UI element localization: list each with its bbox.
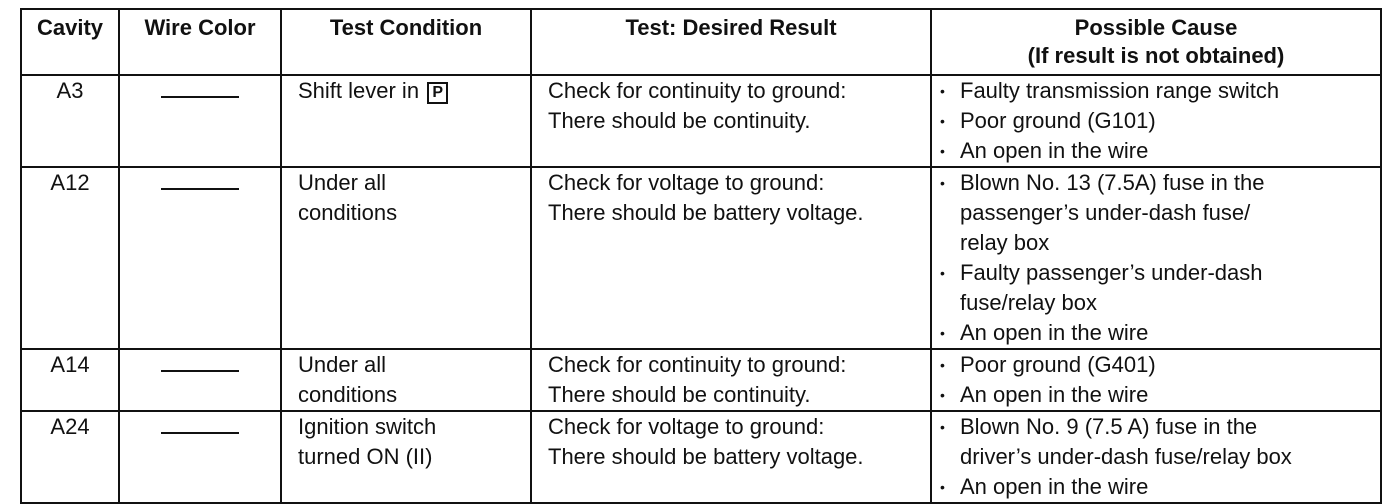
bullet-icon: • [940, 175, 945, 191]
possible-cause-line: fuse/relay box [960, 290, 1097, 315]
header-possible-cause-note: (If result is not obtained) [1027, 43, 1285, 68]
desired-result-line: Check for continuity to ground: [548, 78, 847, 103]
possible-cause-line: Blown No. 9 (7.5 A) fuse in the [960, 414, 1258, 439]
possible-cause-line: An open in the wire [960, 382, 1149, 407]
desired-result-line: There should be continuity. [548, 382, 811, 407]
wire-color-cell [119, 75, 281, 167]
possible-cause-line: Faulty transmission range switch [960, 78, 1280, 103]
possible-cause-line: An open in the wire [960, 320, 1149, 345]
test-condition-cell [281, 167, 531, 349]
desired-result-line: There should be battery voltage. [548, 200, 864, 225]
diagnostic-table [20, 8, 1382, 504]
wire-color-dash [161, 432, 239, 434]
desired-result-cell [531, 167, 931, 349]
possible-cause-line: Poor ground (G101) [960, 108, 1156, 133]
test-condition-cell [281, 75, 531, 167]
table-row [21, 411, 1381, 503]
desired-result-cell [531, 411, 931, 503]
test-condition-line: Under all [298, 352, 387, 377]
desired-result-cell [531, 349, 931, 411]
cavity-cell: A24 [21, 411, 119, 503]
wire-color-dash [161, 188, 239, 190]
table-row [21, 349, 1381, 411]
test-condition-line: Under all [298, 170, 387, 195]
bullet-icon: • [940, 83, 945, 99]
possible-cause-line: An open in the wire [960, 474, 1149, 499]
wire-color-dash [161, 96, 239, 98]
header-possible-cause-title: Possible Cause [1074, 15, 1238, 40]
test-condition-line: conditions [298, 200, 398, 225]
table-header-row [21, 9, 1381, 75]
wire-color-dash [161, 370, 239, 372]
test-condition-line: Ignition switch [298, 414, 437, 439]
possible-cause-line: Blown No. 13 (7.5A) fuse in the [960, 170, 1265, 195]
cavity-cell: A3 [21, 75, 119, 167]
bullet-icon: • [940, 479, 945, 495]
header-possible-cause [931, 9, 1381, 75]
test-condition-line: turned ON (II) [298, 444, 433, 469]
wire-color-cell [119, 411, 281, 503]
possible-cause-item [938, 350, 1380, 380]
shift-position-symbol: P [427, 82, 448, 104]
desired-result-cell [531, 75, 931, 167]
possible-cause-cell [931, 411, 1381, 503]
possible-cause-line: driver’s under-dash fuse/relay box [960, 444, 1292, 469]
possible-cause-line: Poor ground (G401) [960, 352, 1156, 377]
possible-cause-line: relay box [960, 230, 1050, 255]
possible-cause-cell [931, 75, 1381, 167]
possible-cause-item [938, 168, 1380, 258]
header-desired-result: Test: Desired Result [531, 9, 931, 75]
cavity-cell: A14 [21, 349, 119, 411]
header-test-condition: Test Condition [281, 9, 531, 75]
wire-color-cell [119, 349, 281, 411]
possible-cause-cell [931, 167, 1381, 349]
possible-cause-item [938, 380, 1380, 410]
test-condition-line: Shift lever in P [298, 76, 530, 106]
bullet-icon: • [940, 387, 945, 403]
desired-result-line: There should be continuity. [548, 108, 811, 133]
possible-cause-line: An open in the wire [960, 138, 1149, 163]
bullet-icon: • [940, 265, 945, 281]
bullet-icon: • [940, 143, 945, 159]
bullet-icon: • [940, 419, 945, 435]
possible-cause-item [938, 76, 1380, 106]
header-cavity: Cavity [21, 9, 119, 75]
table-body [21, 75, 1381, 503]
desired-result-line: There should be battery voltage. [548, 444, 864, 469]
bullet-icon: • [940, 325, 945, 341]
possible-cause-item [938, 412, 1380, 472]
possible-cause-line: Faulty passenger’s under-dash [960, 260, 1263, 285]
possible-cause-item [938, 472, 1380, 502]
desired-result-line: Check for voltage to ground: [548, 414, 825, 439]
wire-color-cell [119, 167, 281, 349]
possible-cause-line: passenger’s under-dash fuse/ [960, 200, 1251, 225]
bullet-icon: • [940, 113, 945, 129]
table-row [21, 167, 1381, 349]
desired-result-line: Check for voltage to ground: [548, 170, 825, 195]
table-row [21, 75, 1381, 167]
test-condition-cell [281, 411, 531, 503]
test-condition-line: conditions [298, 382, 398, 407]
possible-cause-item [938, 136, 1380, 166]
cavity-cell: A12 [21, 167, 119, 349]
test-condition-cell [281, 349, 531, 411]
desired-result-line: Check for continuity to ground: [548, 352, 847, 377]
possible-cause-item [938, 106, 1380, 136]
possible-cause-item [938, 318, 1380, 348]
possible-cause-cell [931, 349, 1381, 411]
header-wire-color: Wire Color [119, 9, 281, 75]
possible-cause-item [938, 258, 1380, 318]
bullet-icon: • [940, 357, 945, 373]
